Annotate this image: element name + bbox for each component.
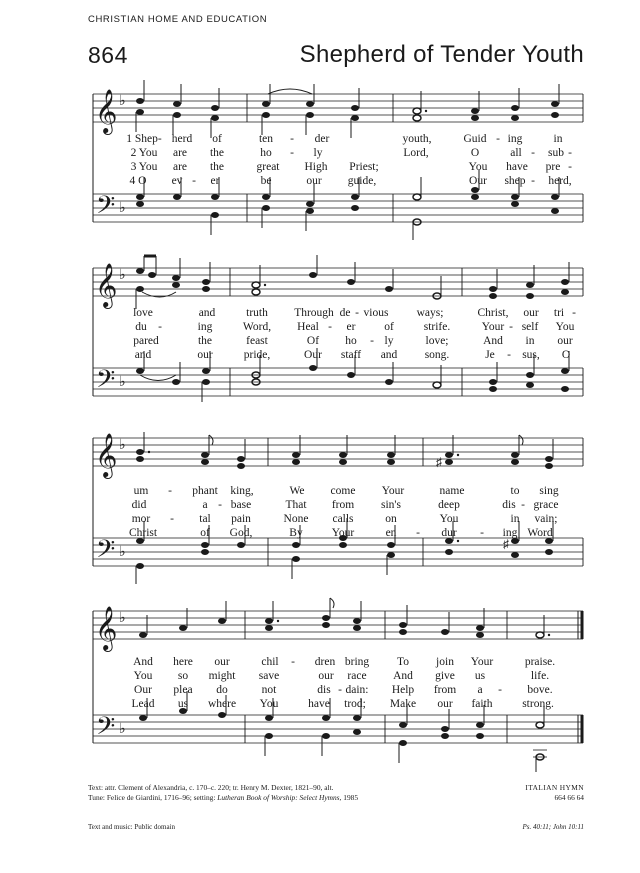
hymn-title: Shepherd of Tender Youth — [299, 41, 584, 68]
lyric-syllable: not — [261, 684, 277, 696]
text-credit: Text: attr. Clement of Alexandria, c. 170–c. 220; tr. Henry M. Dexter, 1821–90, alt. — [88, 783, 334, 792]
lyric-line-stanza-4 — [0, 174, 640, 188]
lyric-syllable: er — [346, 321, 356, 333]
lyric-syllable: strong. — [522, 698, 554, 710]
lyric-syllable: - — [170, 513, 174, 525]
lyric-line-stanza-3 — [0, 683, 640, 697]
flat-key-signature-icon: ♭ — [119, 375, 126, 390]
lyric-syllable: all — [510, 147, 522, 159]
lyric-syllable: from — [331, 499, 355, 511]
tune-info — [525, 783, 584, 803]
lyric-syllable: ways; — [416, 307, 444, 319]
lyric-syllable: the — [209, 161, 225, 173]
lyric-line-stanza-1 — [0, 484, 640, 498]
lyric-line-stanza-1 — [0, 655, 640, 669]
lyric-syllable: - — [338, 684, 342, 696]
lyric-syllable: bring — [344, 656, 370, 668]
lyric-syllable: - — [568, 147, 572, 159]
running-head: CHRISTIAN HOME AND EDUCATION — [88, 14, 268, 25]
lyric-syllable: - — [531, 175, 535, 187]
lyric-syllable: Christ, — [477, 307, 509, 319]
lyric-syllable: our — [214, 656, 230, 668]
lyric-syllable: be — [260, 175, 272, 187]
flat-key-signature-icon: ♭ — [119, 94, 126, 109]
lyric-syllable: ing — [502, 527, 518, 539]
meter: 664 66 64 — [554, 793, 584, 802]
lyric-syllable: er — [210, 175, 220, 187]
lyric-syllable: our — [437, 698, 453, 710]
lyric-syllable: chil — [261, 656, 279, 668]
lyric-syllable: race — [347, 670, 367, 682]
lyric-syllable: the — [197, 335, 213, 347]
lyric-syllable: And — [393, 670, 413, 682]
tune-credit-prefix: Tune: Felice de Giardini, 1716–96; setting: — [88, 793, 216, 802]
lyric-syllable: our — [306, 175, 322, 187]
lyric-syllable: - — [496, 133, 500, 145]
lyric-syllable: Lord, — [403, 147, 429, 159]
lyric-syllable: of — [212, 133, 222, 145]
lyric-line-stanza-3 — [0, 334, 640, 348]
lyric-syllable: Our — [469, 175, 487, 187]
lyric-syllable: Lead — [131, 698, 155, 710]
lyric-syllable: God, — [229, 527, 253, 539]
lyric-syllable: herd — [171, 133, 193, 145]
hymn-number: 864 — [88, 42, 128, 68]
lyric-syllable: Make — [389, 698, 417, 710]
lyric-line-stanza-4 — [0, 526, 640, 540]
lyric-syllable: youth, — [402, 133, 432, 145]
lyric-syllable: come — [330, 485, 356, 497]
lyric-syllable: ly — [384, 335, 394, 347]
lyric-syllable: might — [208, 670, 236, 682]
lyric-syllable: You — [468, 161, 488, 173]
lyrics-system-2 — [0, 306, 640, 362]
lyric-syllable: Your — [331, 527, 355, 539]
lyric-syllable: great — [256, 161, 280, 173]
lyric-syllable: ev — [171, 175, 183, 187]
lyric-syllable: O — [470, 147, 480, 159]
lyric-syllable: ho — [345, 335, 357, 347]
lyric-syllable: Your — [381, 485, 405, 497]
lyric-syllable: And — [133, 656, 153, 668]
lyric-syllable: - — [290, 147, 294, 159]
lyric-syllable: Of — [306, 335, 320, 347]
lyric-syllable: in — [510, 513, 520, 525]
lyric-line-stanza-2 — [0, 669, 640, 683]
lyric-syllable: Our — [134, 684, 152, 696]
lyric-syllable: That — [285, 499, 307, 511]
lyric-syllable: tri — [553, 307, 565, 319]
lyric-syllable: in — [525, 335, 535, 347]
lyric-syllable: and — [198, 307, 216, 319]
bass-clef-icon: 𝄢 — [96, 365, 116, 400]
lyric-syllable: save — [258, 670, 280, 682]
lyric-syllable: Through — [294, 307, 334, 319]
lyric-syllable: tal — [199, 513, 211, 525]
lyric-syllable: - — [572, 307, 576, 319]
lyric-syllable: herd, — [548, 175, 572, 187]
lyric-syllable: a — [202, 499, 208, 511]
flat-key-signature-icon: ♭ — [119, 722, 126, 737]
lyric-syllable: pride, — [243, 349, 271, 361]
lyric-syllable: pain — [231, 513, 251, 525]
flat-key-signature-icon: ♭ — [119, 201, 126, 216]
tune-credit — [88, 793, 418, 803]
lyric-syllable: 2 You — [130, 147, 158, 159]
bass-clef-icon: 𝄢 — [96, 191, 116, 226]
lyric-syllable: dren — [314, 656, 336, 668]
flat-key-signature-icon: ♭ — [119, 545, 126, 560]
lyric-syllable: pre — [545, 161, 561, 173]
credits — [88, 783, 418, 803]
lyric-syllable: Heal — [297, 321, 319, 333]
lyric-syllable: Priest; — [349, 161, 379, 173]
lyric-syllable: - — [290, 133, 294, 145]
lyric-syllable: None — [283, 513, 309, 525]
lyric-syllable: 4 O — [129, 175, 147, 187]
lyric-syllable: from — [433, 684, 457, 696]
lyric-syllable: our — [197, 349, 213, 361]
lyric-syllable: du — [135, 321, 147, 333]
lyric-syllable: mor — [131, 513, 151, 525]
lyric-syllable: to — [510, 485, 520, 497]
flat-key-signature-icon: ♭ — [119, 268, 126, 283]
lyric-syllable: - — [498, 684, 502, 696]
lyric-syllable: Je — [485, 349, 495, 361]
lyric-syllable: our — [318, 670, 334, 682]
treble-clef-icon: 𝄞 — [95, 89, 118, 133]
lyric-syllable: Your — [481, 321, 505, 333]
lyric-syllable: And — [483, 335, 503, 347]
lyric-syllable: en — [385, 527, 397, 539]
lyric-syllable: - — [168, 485, 172, 497]
lyric-syllable: are — [172, 147, 188, 159]
lyric-syllable: de — [339, 307, 351, 319]
lyric-syllable: ing — [507, 133, 523, 145]
lyric-syllable: a — [477, 684, 483, 696]
lyric-syllable: plea — [173, 684, 193, 696]
lyric-syllable: sus, — [522, 349, 540, 361]
lyric-line-stanza-4 — [0, 348, 640, 362]
bass-clef-icon: 𝄢 — [96, 535, 116, 570]
lyric-syllable: have — [506, 161, 528, 173]
lyric-syllable: - — [480, 527, 484, 539]
lyric-syllable: in — [553, 133, 563, 145]
lyric-syllable: strife. — [423, 321, 451, 333]
lyric-syllable: us — [474, 670, 486, 682]
lyric-syllable: - — [355, 307, 359, 319]
lyric-syllable: - — [291, 656, 295, 668]
lyric-syllable: phant — [192, 485, 218, 497]
lyric-line-stanza-2 — [0, 146, 640, 160]
lyric-syllable: - — [158, 321, 162, 333]
tune-credit-year: 1985 — [343, 793, 359, 802]
flat-key-signature-icon: ♭ — [119, 438, 126, 453]
lyric-syllable: grace — [533, 499, 559, 511]
lyric-syllable: song. — [424, 349, 450, 361]
lyric-line-stanza-2 — [0, 320, 640, 334]
lyric-syllable: Our — [304, 349, 322, 361]
lyric-line-stanza-3 — [0, 512, 640, 526]
lyric-syllable: You — [439, 513, 459, 525]
lyric-syllable: love; — [425, 335, 449, 347]
lyric-syllable: - — [507, 349, 511, 361]
lyric-syllable: ly — [313, 147, 323, 159]
lyric-syllable: give — [435, 670, 455, 682]
lyric-syllable: faith — [471, 698, 493, 710]
music-system-4 — [0, 597, 640, 772]
treble-clef-icon: 𝄞 — [95, 263, 118, 307]
tune-name: ITALIAN HYMN — [525, 783, 584, 792]
lyric-syllable: ho — [260, 147, 272, 159]
lyric-syllable: 1 Shep- — [126, 133, 162, 145]
lyric-syllable: truth — [246, 307, 268, 319]
lyric-syllable: sing — [539, 485, 559, 497]
lyric-syllable: deep — [438, 499, 460, 511]
lyric-syllable: vain; — [534, 513, 558, 525]
lyric-syllable: life. — [530, 670, 550, 682]
lyrics-system-1 — [0, 132, 640, 188]
lyric-syllable: trod; — [344, 698, 366, 710]
lyric-syllable: have — [308, 698, 330, 710]
lyric-syllable: dur — [441, 527, 457, 539]
tune-credit-source: Lutheran Book of Worship: Select Hymns, — [217, 793, 342, 802]
lyric-syllable: and — [134, 349, 152, 361]
lyric-line-stanza-2 — [0, 498, 640, 512]
music-system-3 — [0, 424, 640, 584]
lyric-line-stanza-1 — [0, 306, 640, 320]
lyric-syllable: sin's — [381, 499, 401, 511]
lyric-syllable: vious — [363, 307, 389, 319]
lyric-syllable: bove. — [527, 684, 553, 696]
lyric-syllable: 3 You — [130, 161, 158, 173]
lyric-syllable: on — [385, 513, 397, 525]
lyric-syllable: - — [531, 147, 535, 159]
lyric-syllable: of — [384, 321, 394, 333]
lyric-syllable: der — [314, 133, 330, 145]
lyric-syllable: are — [172, 161, 188, 173]
lyric-syllable: You — [259, 698, 279, 710]
lyric-syllable: - — [192, 175, 196, 187]
lyric-syllable: - — [370, 335, 374, 347]
lyric-syllable: - — [568, 161, 572, 173]
music-system-2 — [0, 254, 640, 414]
lyric-syllable: shep — [504, 175, 526, 187]
lyric-syllable: ing — [197, 321, 213, 333]
lyric-syllable: Guid — [463, 133, 487, 145]
lyric-syllable: Christ — [128, 527, 158, 539]
lyric-syllable: We — [289, 485, 305, 497]
lyric-line-stanza-4 — [0, 697, 640, 711]
lyric-syllable: - — [328, 321, 332, 333]
lyric-syllable: name — [439, 485, 465, 497]
lyric-syllable: O — [561, 349, 571, 361]
lyric-syllable: feast — [246, 335, 268, 347]
lyric-syllable: You — [555, 321, 575, 333]
scripture-reference: Ps. 40:11; John 10:11 — [522, 823, 584, 831]
sharp-accidental-icon: ♯ — [436, 455, 442, 469]
lyric-syllable: calls — [332, 513, 354, 525]
lyric-syllable: By — [289, 527, 303, 539]
lyric-syllable: did — [131, 499, 147, 511]
lyric-syllable: self — [521, 321, 539, 333]
flat-key-signature-icon: ♭ — [119, 611, 126, 626]
lyric-syllable: Word, — [242, 321, 272, 333]
lyric-syllable: - — [521, 499, 525, 511]
lyric-syllable: um — [133, 485, 149, 497]
lyric-syllable: guide, — [347, 175, 377, 187]
lyrics-system-3 — [0, 484, 640, 540]
lyric-syllable: do — [216, 684, 228, 696]
lyric-syllable: so — [177, 670, 189, 682]
lyric-syllable: dis — [317, 684, 331, 696]
lyric-syllable: our — [557, 335, 573, 347]
treble-notes — [136, 80, 559, 138]
lyric-syllable: - — [416, 527, 420, 539]
lyric-line-stanza-1 — [0, 132, 640, 146]
copyright: Text and music: Public domain — [88, 823, 175, 831]
lyric-syllable: Help — [391, 684, 415, 696]
lyric-syllable: praise. — [524, 656, 556, 668]
lyric-syllable: - — [218, 499, 222, 511]
lyric-line-stanza-3 — [0, 160, 640, 174]
bass-staff-lines — [93, 194, 583, 222]
sharp-accidental-icon: ♯ — [503, 537, 509, 551]
treble-staff-lines — [93, 94, 583, 122]
lyrics-system-4 — [0, 655, 640, 711]
lyric-syllable: staff — [340, 349, 362, 361]
lyric-syllable: High — [304, 161, 328, 173]
lyric-syllable: You — [133, 670, 153, 682]
lyric-syllable: us — [177, 698, 189, 710]
lyric-syllable: here — [173, 656, 193, 668]
lyric-syllable: Your — [470, 656, 494, 668]
lyric-syllable: love — [133, 307, 153, 319]
lyric-syllable: To — [397, 656, 409, 668]
lyric-syllable: Word — [527, 527, 553, 539]
treble-clef-icon: 𝄞 — [95, 606, 118, 650]
lyric-syllable: ten — [258, 133, 274, 145]
lyric-syllable: of — [200, 527, 210, 539]
lyric-syllable: and — [380, 349, 398, 361]
lyric-syllable: where — [207, 698, 237, 710]
lyric-syllable: - — [509, 321, 513, 333]
music-system-1 — [0, 80, 640, 240]
lyric-syllable: pared — [133, 335, 159, 347]
lyric-syllable: sub — [548, 147, 564, 159]
lyric-syllable: join — [436, 656, 454, 668]
lyric-syllable: king, — [230, 485, 254, 497]
lyric-syllable: base — [230, 499, 252, 511]
lyric-syllable: our — [523, 307, 539, 319]
lyric-syllable: the — [209, 147, 225, 159]
bass-clef-icon: 𝄢 — [96, 712, 116, 747]
lyric-syllable: dis — [502, 499, 516, 511]
treble-clef-icon: 𝄞 — [95, 433, 118, 477]
lyric-syllable: dain: — [345, 684, 369, 696]
